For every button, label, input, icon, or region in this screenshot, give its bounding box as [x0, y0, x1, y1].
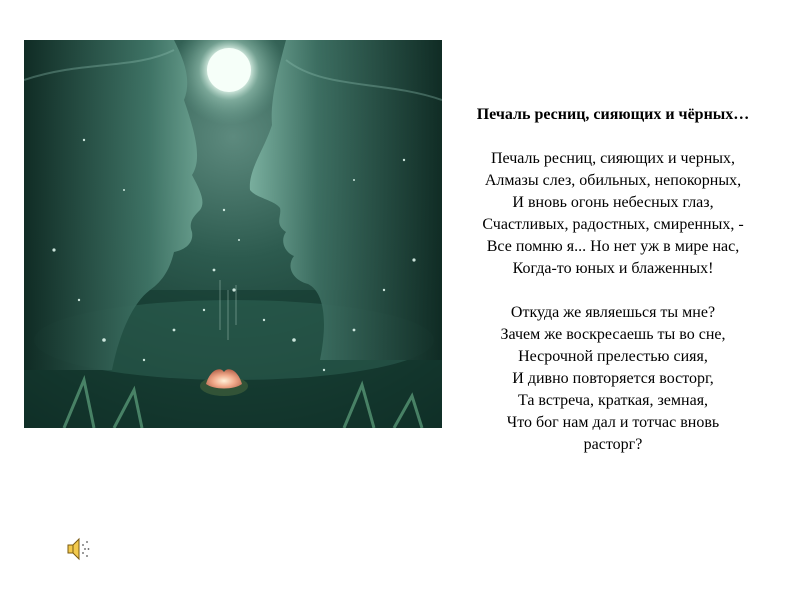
sound-speaker-icon[interactable] [64, 536, 94, 562]
poem-line: расторг? [583, 436, 643, 453]
poem-line: И дивно повторяется восторг, [512, 370, 714, 387]
poem-line: Что бог нам дал и тотчас вновь [506, 414, 720, 431]
poem-line: Алмазы слез, обильных, непокорных, [484, 172, 742, 189]
poem-line: Когда-то юных и блаженных! [512, 260, 714, 277]
stanza-gap [448, 126, 778, 148]
poem-stanza-2 [448, 302, 778, 456]
moonlight-faces-illustration [24, 40, 442, 428]
poem-line: Та встреча, краткая, земная, [517, 392, 709, 409]
poem-line: Несрочной прелестью сияя, [518, 348, 708, 365]
poem-stanza-1 [448, 148, 778, 280]
poem [448, 104, 778, 456]
romantic-moonlight-picture [24, 40, 442, 428]
poem-line: Зачем же воскресаешь ты во сне, [500, 326, 726, 343]
stanza-gap [448, 280, 778, 302]
poem-line: Откуда же являешься ты мне? [510, 304, 716, 321]
poem-line: Печаль ресниц, сияющих и черных, [491, 150, 735, 167]
poem-line: И вновь огонь небесных глаз, [512, 194, 714, 211]
poem-title: Печаль ресниц, сияющих и чёрных… [476, 106, 750, 123]
poem-line: Все помню я... Но нет уж в мире нас, [486, 238, 740, 255]
poem-line: Счастливых, радостных, смиренных, - [482, 216, 744, 233]
